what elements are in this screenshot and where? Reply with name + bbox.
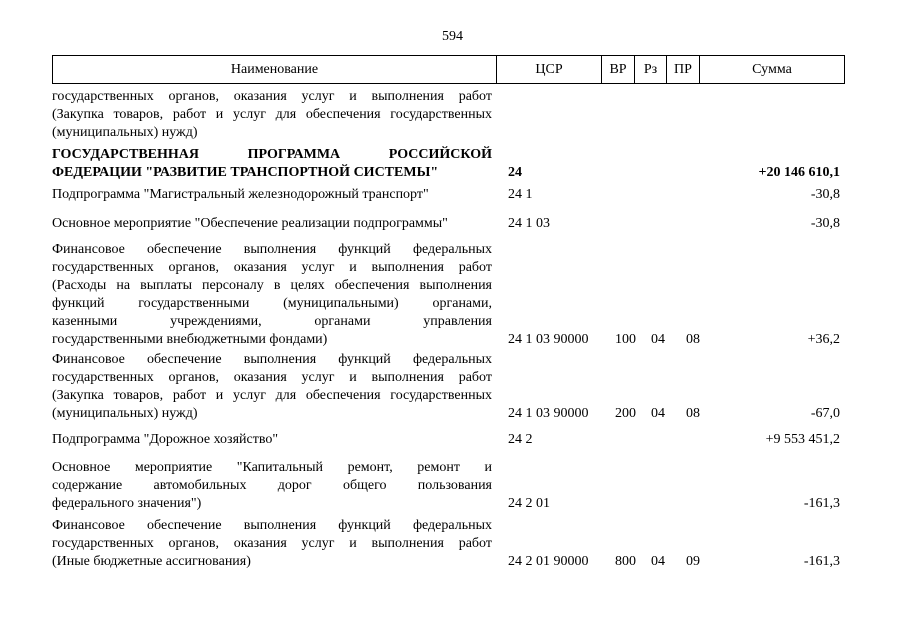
row-sum: +9 553 451,2 — [765, 432, 840, 447]
row-name-line: содержание автомобильных дорог общего пользования — [52, 478, 492, 493]
row-csr: 24 2 01 — [508, 496, 550, 511]
row-sum: -161,3 — [803, 496, 840, 511]
header-sum: Сумма — [699, 56, 844, 83]
row-vr: 100 — [615, 332, 636, 347]
row-name-line: государственных органов, оказания услуг и выполнения работ — [52, 260, 492, 275]
row-csr: 24 1 03 90000 — [508, 406, 589, 421]
row-name-line: (муниципальных) нужд) — [52, 125, 198, 140]
header-pr: ПР — [666, 56, 699, 83]
row-csr: 24 1 03 90000 — [508, 332, 589, 347]
row-name-line: федерального значения") — [52, 496, 202, 511]
row-name-line: государственными внебюджетными фондами) — [52, 332, 328, 347]
row-name-line: (Расходы на выплаты персоналу в целях обеспечения выполнения — [52, 278, 492, 293]
row-csr: 24 2 01 90000 — [508, 554, 589, 569]
row-name-line: Основное мероприятие "Обеспечение реализации подпрограммы" — [52, 216, 448, 231]
row-name-line: ФЕДЕРАЦИИ "РАЗВИТИЕ ТРАНСПОРТНОЙ СИСТЕМЫ" — [52, 165, 439, 180]
row-name — [52, 351, 492, 423]
row-name-line: (Закупка товаров, работ и услуг для обеспечения государственных — [52, 107, 492, 122]
row-sum: -30,8 — [810, 187, 840, 202]
row-vr: 200 — [615, 406, 636, 421]
row-pr: 08 — [686, 406, 700, 421]
row-csr: 24 1 — [508, 187, 533, 202]
row-vr: 800 — [615, 554, 636, 569]
row-name-line: государственных органов, оказания услуг и выполнения работ — [52, 536, 492, 551]
row-name-line: Подпрограмма "Магистральный железнодорожный транспорт" — [52, 187, 429, 202]
row-sum: +36,2 — [807, 332, 840, 347]
row-name — [52, 88, 492, 142]
row-sum: -161,3 — [803, 554, 840, 569]
row-sum: -30,8 — [810, 216, 840, 231]
row-name-line: государственных органов, оказания услуг и выполнения работ — [52, 370, 492, 385]
row-pr: 08 — [686, 332, 700, 347]
table-header — [52, 55, 845, 84]
row-rz: 04 — [651, 332, 665, 347]
row-name-line: казенными учреждениями, органами управления — [52, 314, 492, 329]
row-name-line: Финансовое обеспечение выполнения функций федеральных — [52, 352, 492, 367]
row-name-line: Основное мероприятие "Капитальный ремонт, ремонт и — [52, 460, 492, 475]
row-csr: 24 1 03 — [508, 216, 550, 231]
row-name-line: государственных органов, оказания услуг и выполнения работ — [52, 89, 492, 104]
row-name — [52, 241, 492, 349]
row-name — [52, 517, 492, 571]
header-name: Наименование — [230, 61, 319, 77]
row-name-line: ГОСУДАРСТВЕННАЯ ПРОГРАММА РОССИЙСКОЙ — [52, 147, 492, 162]
row-name-line: (Закупка товаров, работ и услуг для обеспечения государственных — [52, 388, 492, 403]
row-csr: 24 — [508, 165, 522, 180]
header-vr: ВР — [601, 56, 634, 83]
row-name — [52, 431, 492, 449]
header-csr: ЦСР — [496, 56, 601, 83]
row-sum: -67,0 — [810, 406, 840, 421]
row-name — [52, 146, 492, 182]
row-name-line: (муниципальных) нужд) — [52, 406, 198, 421]
row-name-line: (Иные бюджетные ассигнования) — [52, 554, 251, 569]
row-name-line: Финансовое обеспечение выполнения функций федеральных — [52, 518, 492, 533]
page-number: 594 — [442, 29, 463, 44]
row-name-line: Финансовое обеспечение выполнения функций федеральных — [52, 242, 492, 257]
row-rz: 04 — [651, 406, 665, 421]
row-csr: 24 2 — [508, 432, 533, 447]
header-rz: Рз — [634, 56, 666, 83]
row-sum: +20 146 610,1 — [758, 165, 840, 180]
row-name-line: функций государственными (муниципальными) органами, — [52, 296, 492, 311]
row-name-line: Подпрограмма "Дорожное хозяйство" — [52, 432, 279, 447]
row-name — [52, 186, 492, 204]
row-rz: 04 — [651, 554, 665, 569]
row-pr: 09 — [686, 554, 700, 569]
row-name — [52, 459, 492, 513]
row-name — [52, 215, 492, 233]
